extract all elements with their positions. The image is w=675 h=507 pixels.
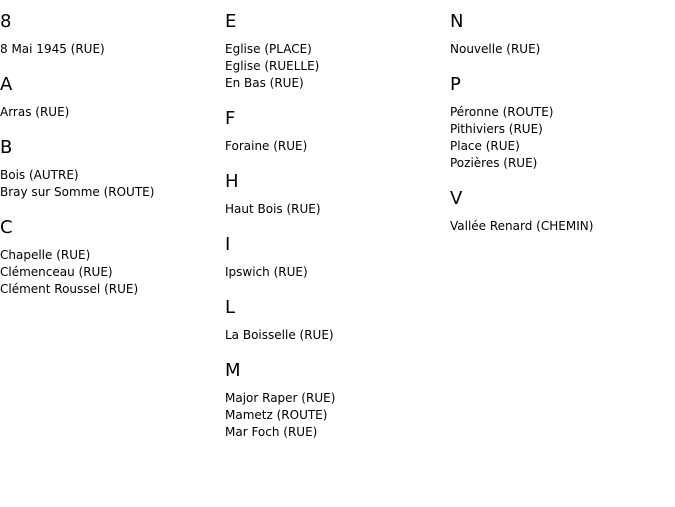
- street-link[interactable]: Vallée Renard (CHEMIN): [450, 219, 594, 233]
- index-column-1: [0, 11, 220, 314]
- street-link[interactable]: Bois (AUTRE): [0, 168, 79, 182]
- letter-group: [0, 11, 220, 58]
- street-list: [0, 167, 220, 201]
- street-link[interactable]: Péronne (ROUTE): [450, 105, 554, 119]
- letter-heading: P: [450, 74, 461, 95]
- street-link[interactable]: 8 Mai 1945 (RUE): [0, 42, 105, 56]
- letter-heading: B: [0, 137, 13, 158]
- street-list: [0, 247, 220, 298]
- street-link[interactable]: Haut Bois (RUE): [225, 202, 321, 216]
- street-list: [225, 390, 445, 441]
- letter-heading: H: [225, 171, 239, 192]
- street-link[interactable]: Pozières (RUE): [450, 156, 538, 170]
- index-column-3: [450, 11, 670, 251]
- letter-heading: C: [0, 217, 13, 238]
- street-link[interactable]: En Bas (RUE): [225, 76, 304, 90]
- street-link[interactable]: Major Raper (RUE): [225, 391, 336, 405]
- street-link[interactable]: Pithiviers (RUE): [450, 122, 543, 136]
- street-list: [0, 104, 220, 121]
- letter-heading: I: [225, 234, 231, 255]
- street-list: [225, 138, 445, 155]
- street-link[interactable]: Foraine (RUE): [225, 139, 308, 153]
- letter-group: [450, 11, 670, 58]
- street-link[interactable]: Arras (RUE): [0, 105, 70, 119]
- street-link[interactable]: Clément Roussel (RUE): [0, 282, 139, 296]
- street-link[interactable]: Place (RUE): [450, 139, 520, 153]
- street-list: [225, 41, 445, 92]
- letter-group: [225, 360, 445, 441]
- street-link[interactable]: Clémenceau (RUE): [0, 265, 113, 279]
- letter-heading: M: [225, 360, 241, 381]
- street-link[interactable]: Bray sur Somme (ROUTE): [0, 185, 155, 199]
- street-link[interactable]: Chapelle (RUE): [0, 248, 91, 262]
- street-list: [450, 41, 670, 58]
- street-link[interactable]: Nouvelle (RUE): [450, 42, 541, 56]
- street-link[interactable]: La Boisselle (RUE): [225, 328, 334, 342]
- letter-heading: N: [450, 11, 464, 32]
- street-list: [225, 264, 445, 281]
- letter-group: [225, 297, 445, 344]
- street-list: [0, 41, 220, 58]
- letter-heading: F: [225, 108, 236, 129]
- letter-heading: 8: [0, 11, 12, 32]
- letter-group: [225, 11, 445, 92]
- letter-heading: L: [225, 297, 236, 318]
- street-list: [225, 327, 445, 344]
- street-link[interactable]: Ipswich (RUE): [225, 265, 308, 279]
- letter-group: [0, 217, 220, 298]
- street-list: [225, 201, 445, 218]
- letter-group: [0, 74, 220, 121]
- letter-group: [225, 108, 445, 155]
- street-link[interactable]: Eglise (RUELLE): [225, 59, 320, 73]
- street-link[interactable]: Eglise (PLACE): [225, 42, 312, 56]
- letter-group: [225, 234, 445, 281]
- street-list: [450, 218, 670, 235]
- street-list: [450, 104, 670, 172]
- letter-group: [450, 188, 670, 235]
- letter-group: [225, 171, 445, 218]
- letter-heading: E: [225, 11, 237, 32]
- street-link[interactable]: Mametz (ROUTE): [225, 408, 328, 422]
- street-link[interactable]: Mar Foch (RUE): [225, 425, 318, 439]
- letter-group: [0, 137, 220, 201]
- letter-group: [450, 74, 670, 172]
- letter-heading: V: [450, 188, 463, 209]
- index-column-2: [225, 11, 445, 457]
- letter-heading: A: [0, 74, 13, 95]
